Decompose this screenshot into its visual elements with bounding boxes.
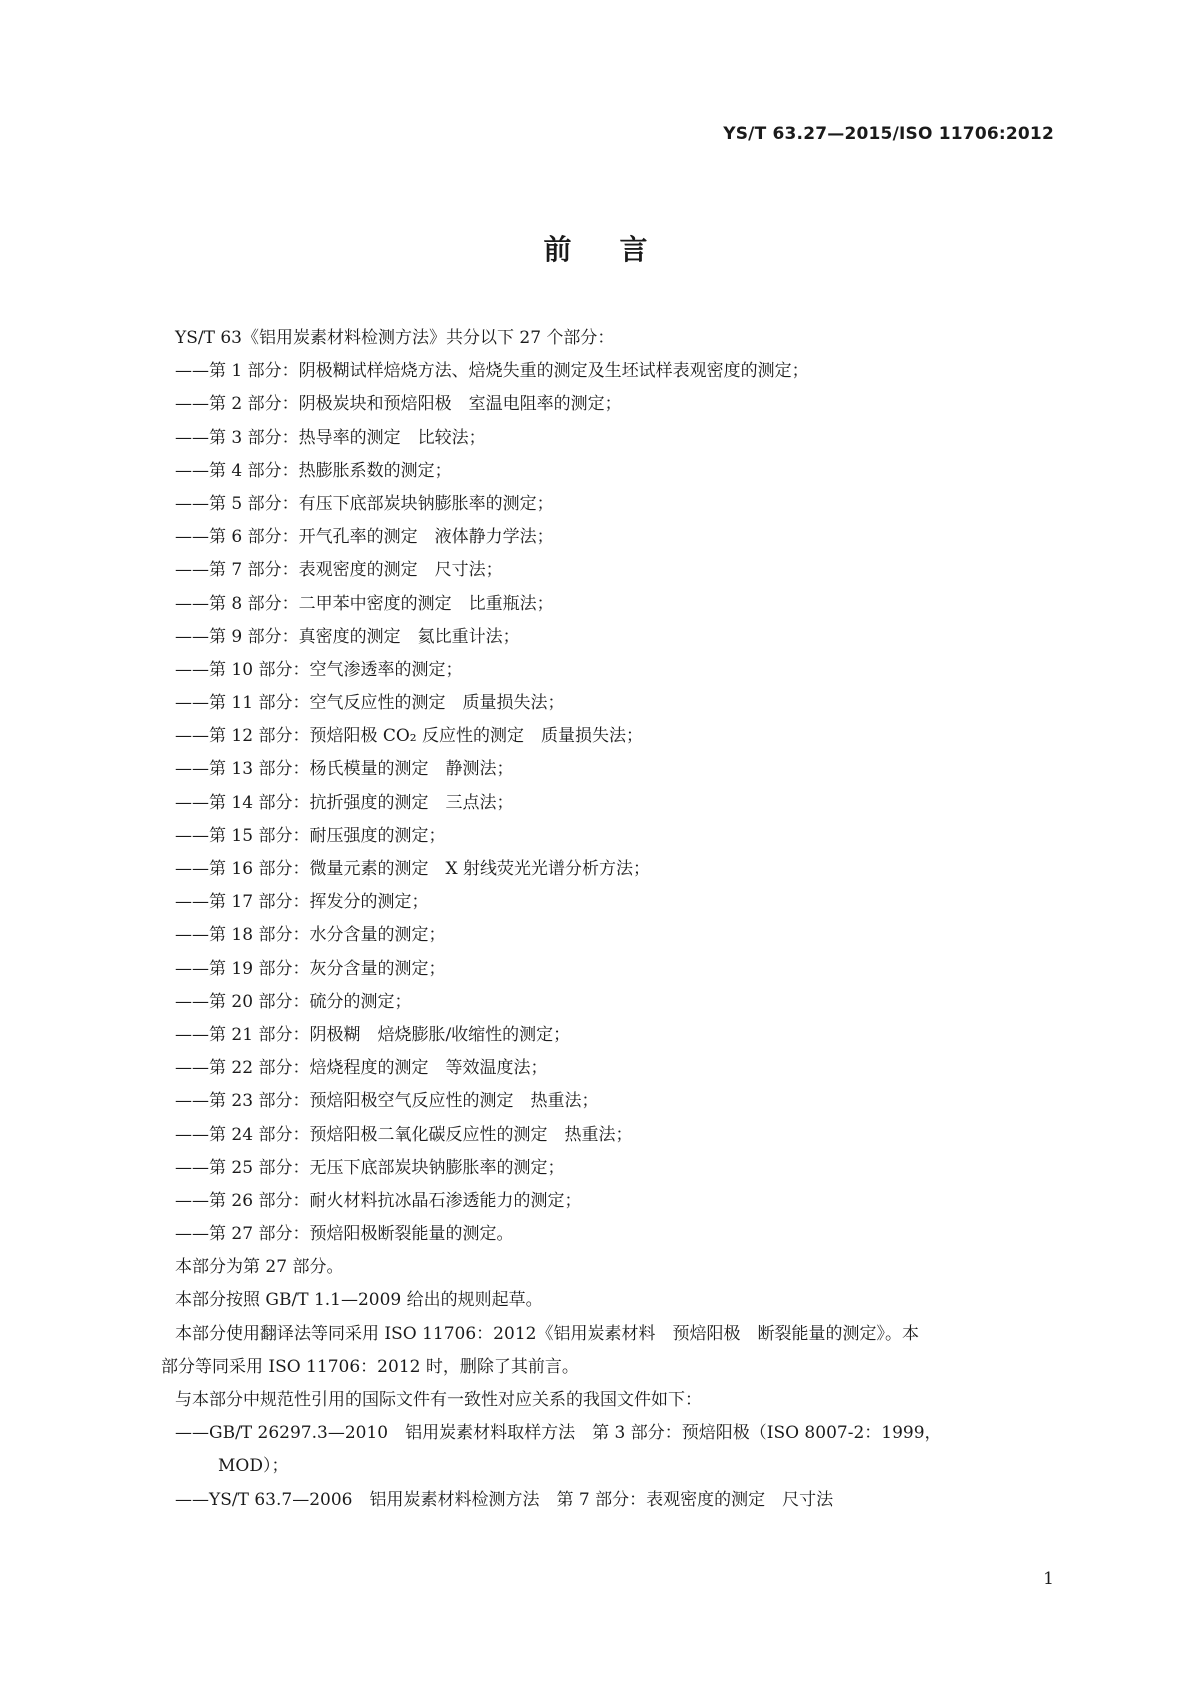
page-number: 1 xyxy=(1043,1569,1054,1589)
part-list-item: ——第 18 部分：水分含量的测定； xyxy=(175,925,446,946)
part-list-item: ——第 2 部分：阴极炭块和预焙阳极 室温电阻率的测定； xyxy=(175,394,622,415)
part-list-item: ——第 13 部分：杨氏模量的测定 静测法； xyxy=(175,759,514,780)
part-list-item: ——第 24 部分：预焙阳极二氧化碳反应性的测定 热重法； xyxy=(175,1124,633,1145)
reference-item-1: ——GB/T 26297.3—2010 铝用炭素材料取样方法 第 3 部分：预焙阳极（ISO 8007-2：1999， xyxy=(175,1423,942,1444)
part-list-item: ——第 16 部分：微量元素的测定 X 射线荧光光谱分析方法； xyxy=(175,859,650,879)
part-list-item: ——第 27 部分：预焙阳极断裂能量的测定。 xyxy=(175,1224,514,1245)
page-title: 前言 xyxy=(543,233,696,266)
part-list-item: ——第 8 部分：二甲苯中密度的测定 比重瓶法； xyxy=(175,593,554,614)
part-list-item: ——第 14 部分：抗折强度的测定 三点法； xyxy=(175,792,514,813)
paragraph-adoption-line-2: 部分等同采用 ISO 11706：2012 时，删除了其前言。 xyxy=(161,1356,579,1377)
part-list-item: ——第 19 部分：灰分含量的测定； xyxy=(175,958,446,979)
paragraph-adoption-line-1: 本部分使用翻译法等同采用 ISO 11706：2012《铝用炭素材料 预焙阳极 断裂能量的测定》。本 xyxy=(175,1323,919,1344)
part-list-item: ——第 1 部分：阴极糊试样焙烧方法、焙烧失重的测定及生坯试样表观密度的测定； xyxy=(175,361,809,382)
part-list-item: ——第 20 部分：硫分的测定； xyxy=(175,991,412,1012)
part-list-item: ——第 15 部分：耐压强度的测定； xyxy=(175,825,446,846)
part-list-item: ——第 10 部分：空气渗透率的测定； xyxy=(175,659,463,680)
part-list-item: ——第 25 部分：无压下底部炭块钠膨胀率的测定； xyxy=(175,1157,565,1178)
part-list-item: ——第 23 部分：预焙阳极空气反应性的测定 热重法； xyxy=(175,1091,599,1112)
part-list-item: ——第 17 部分：挥发分的测定； xyxy=(175,892,429,913)
paragraph-rules: 本部分按照 GB/T 1.1—2009 给出的规则起草。 xyxy=(175,1290,543,1311)
paragraph-references: 与本部分中规范性引用的国际文件有一致性对应关系的我国文件如下： xyxy=(175,1390,702,1410)
intro-paragraph: YS/T 63《铝用炭素材料检测方法》共分以下 27 个部分： xyxy=(175,328,615,348)
part-list-item: ——第 26 部分：耐火材料抗冰晶石渗透能力的测定； xyxy=(175,1190,582,1211)
part-list-item: ——第 5 部分：有压下底部炭块钠膨胀率的测定； xyxy=(175,493,554,514)
paragraph-part: 本部分为第 27 部分。 xyxy=(175,1257,344,1278)
part-list-item: ——第 3 部分：热导率的测定 比较法； xyxy=(175,427,486,448)
part-list-item: ——第 21 部分：阴极糊 焙烧膨胀/收缩性的测定； xyxy=(175,1024,571,1045)
part-list-item: ——第 22 部分：焙烧程度的测定 等效温度法； xyxy=(175,1058,548,1079)
part-list-item: ——第 4 部分：热膨胀系数的测定； xyxy=(175,460,452,481)
reference-item-1-continued: MOD）； xyxy=(218,1456,289,1477)
part-list-item: ——第 12 部分：预焙阳极 CO₂ 反应性的测定 质量损失法； xyxy=(175,726,644,747)
parts-list xyxy=(175,355,1075,1251)
part-list-item: ——第 7 部分：表观密度的测定 尺寸法； xyxy=(175,560,503,581)
document-body xyxy=(161,322,1075,1517)
reference-item-2: ——YS/T 63.7—2006 铝用炭素材料检测方法 第 7 部分：表观密度的测定 尺寸法 xyxy=(175,1489,834,1510)
part-list-item: ——第 6 部分：开气孔率的测定 液体静力学法； xyxy=(175,527,554,548)
part-list-item: ——第 11 部分：空气反应性的测定 质量损失法； xyxy=(175,693,565,714)
part-list-item: ——第 9 部分：真密度的测定 氦比重计法； xyxy=(175,626,520,647)
standard-code: YS/T 63.27—2015/ISO 11706:2012 xyxy=(723,124,1054,144)
